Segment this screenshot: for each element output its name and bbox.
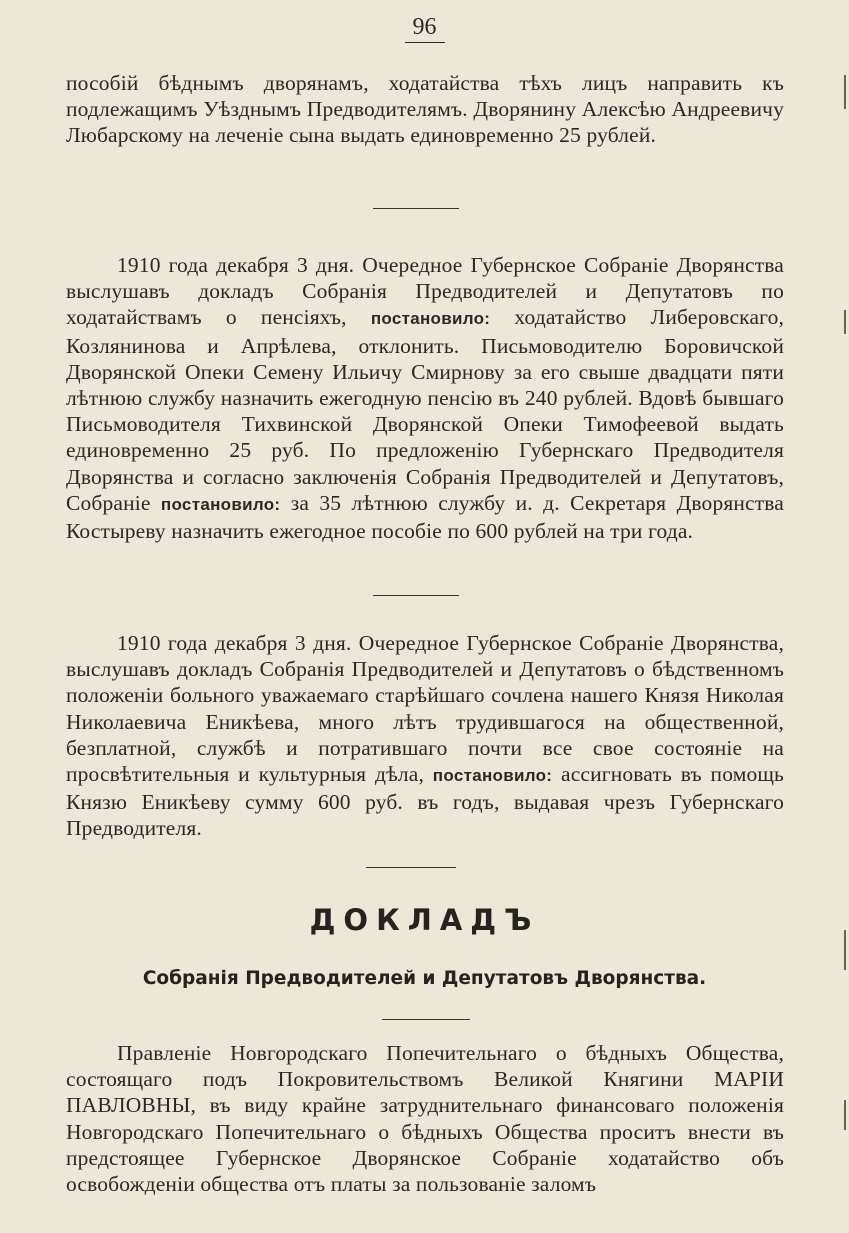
paragraph-2-part-a: 1910 года декабря 3 дня. Очередное Губернское Собраніе Дворянства выслушавъ докладъ Собранія Предводителей и Депутатовъ по ходатайствамъ о пенсіяхъ, (66, 253, 784, 330)
resolution-keyword: постановило: (432, 766, 553, 786)
separator-4 (382, 1019, 470, 1020)
paragraph-2-part-c: за 35 лѣтнюю службу и. д. Секретаря Дворянства Костыреву назначить ежегодное пособіе по 600 рублей на три года. (66, 490, 784, 544)
separator-1 (373, 208, 459, 209)
paragraph-4 (66, 1040, 784, 1197)
scan-edge-mark (844, 1100, 846, 1130)
resolution-keyword: постановило: (370, 309, 491, 329)
scan-edge-mark (844, 930, 846, 970)
section-title: ДОКЛАДЪ (309, 903, 540, 937)
page-number (0, 14, 849, 43)
resolution-keyword: постановило: (160, 494, 281, 514)
separator-2 (373, 595, 459, 596)
paragraph-4-text: Правленіе Новгородскаго Попечительнаго о бѣдныхъ Общества, состоящаго подъ Покровительствомъ Великой Княгини МАРІИ ПАВЛОВНЫ, въ виду крайне затруднительнаго финансоваго положенія Новгородскаго Попечительнаго о бѣдныхъ Общества проситъ внести въ предстоящее Губернское Дворянское Собраніе ходатайство объ освобожденіи общества отъ платы за пользованіе заломъ (66, 1041, 784, 1197)
paragraph-2-part-b: ходатайство Либеровскаго, Козлянинова и Апрѣлева, отклонить. Письмоводителю Боровичской Дворянской Опеки Семену Ильичу Смирнову за его свыше двадцати пяти лѣтнюю службу назначить ежегодную пенсію въ 240 рублей. Вдовѣ бывшаго Письмоводителя Тихвинской Дворянской Опеки Тимофеевой выдать единовременно 25 руб. По предложенію Губернскаго Предводителя Дворянства и согласно заключенія Собранія Предводителей и Депутатовъ, Собраніе (66, 305, 784, 515)
paragraph-2-text (66, 252, 784, 544)
scan-edge-mark (844, 75, 846, 109)
paragraph-1-text: пособій бѣднымъ дворянамъ, ходатайства тѣхъ лицъ направить къ подлежащимъ Уѣзднымъ Предводителямъ. Дворянину Алексѣю Андреевичу Любарскому на леченіе сына выдать единовременно 25 рублей. (66, 71, 784, 148)
scan-edge-mark (844, 310, 846, 334)
paragraph-3 (66, 630, 784, 842)
section-subtitle: Собранія Предводителей и Депутатовъ Дворянства. (142, 968, 707, 989)
paragraph-3-part-b: ассигновать въ помощь Князю Еникѣеву сумму 600 руб. въ годъ, выдавая чрезъ Губернскаго Предводителя. (66, 762, 785, 841)
page-number-text: 96 (405, 14, 445, 43)
paragraph-2 (66, 252, 784, 544)
paragraph-3-text (66, 630, 784, 842)
separator-3 (366, 867, 456, 868)
paragraph-1 (66, 70, 784, 149)
paragraph-3-part-a: 1910 года декабря 3 дня. Очередное Губернское Собраніе Дворянства, выслушавъ докладъ Собранія Предводителей и Депутатовъ о бѣдственномъ положеніи больного уважаемаго старѣйшаго сочлена нашего Князя Николая Николаевича Еникѣева, много лѣтъ трудившагося на общественной, безплатной, службѣ и потратившаго почти все свое состояніе на просвѣтительныя и культурныя дѣла, (66, 631, 784, 787)
